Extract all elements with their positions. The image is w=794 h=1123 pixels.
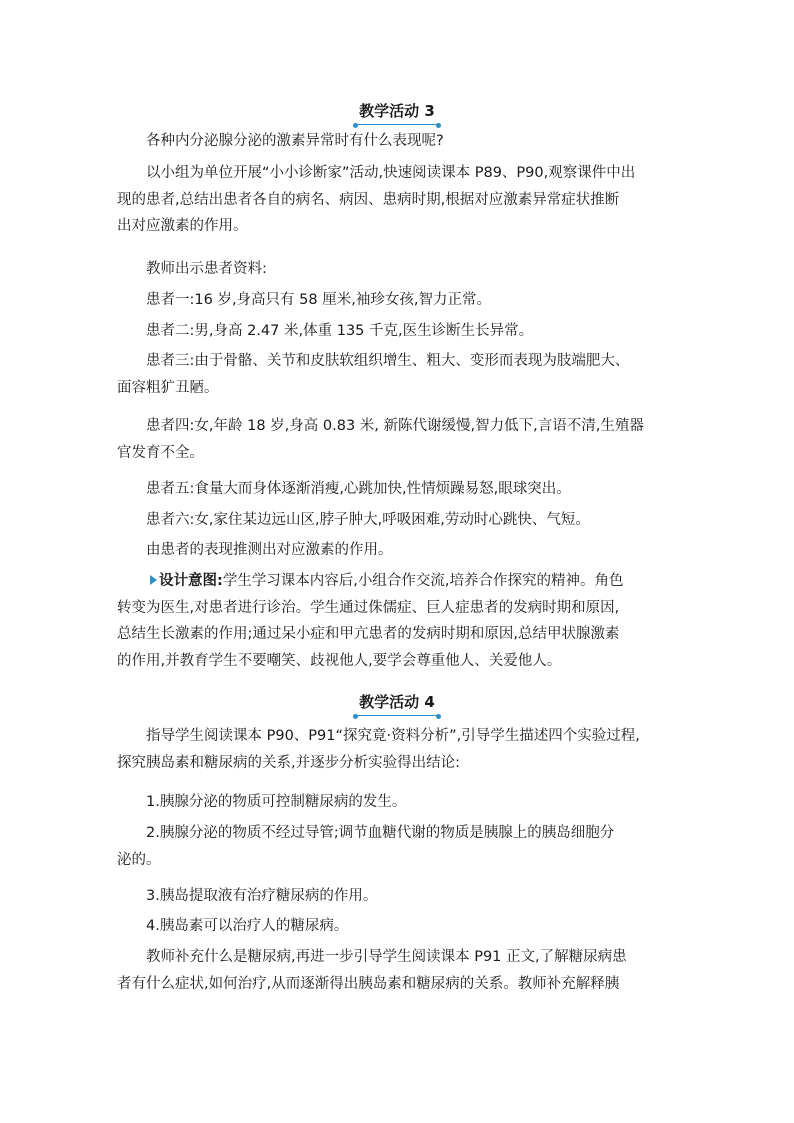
teacher-intro: 教师出示患者资料: bbox=[146, 261, 267, 277]
design-intent: 设计意图:学生学习课本内容后,小组合作交流,培养合作探究的精神。角色 转变为医生,对患者进行诊治。学生通过侏儒症、巨人症患者的发病时期和原因, 总结生长激素的作用;通过呆小症和甲亢患者的发病时期和原因,总结甲状腺激素 的作用,并教育学生不要嘲笑、歧视他人,要学会尊重他人、关爱他人。 bbox=[117, 573, 624, 669]
activity3-instruction: 以小组为单位开展“小小诊断家”活动,快速阅读课本 P89、P90,观察课件中出 现的患者,总结出患者各自的病名、病因、患病时期,根据对应激素异常症状推断 出对应激素的作用。 bbox=[117, 165, 636, 234]
patient-2: 患者二:男,身高 2.47 米,体重 135 千克,医生诊断生长异常。 bbox=[146, 323, 534, 339]
activity4-intro: 指导学生阅读课本 P90、P91“探究竟·资料分析”,引导学生描述四个实验过程, 探究胰岛素和糖尿病的关系,并逐步分析实验得出结论: bbox=[117, 728, 640, 771]
design-intent-label: 设计意图: bbox=[159, 573, 223, 589]
activity3-title: 教学活动 3 bbox=[357, 101, 437, 125]
patient-6: 患者六:女,家住某边远山区,脖子肿大,呼吸困难,劳动时心跳快、气短。 bbox=[146, 512, 590, 528]
activity3-heading bbox=[0, 101, 794, 125]
activity4-supplement: 教师补充什么是糖尿病,再进一步引导学生阅读课本 P91 正文,了解糖尿病患 者有什么症状,如何治疗,从而逐渐得出胰岛素和糖尿病的关系。教师补充解释胰 bbox=[117, 949, 627, 992]
patient-4: 患者四:女,年龄 18 岁,身高 0.83 米, 新陈代谢缓慢,智力低下,言语不清,生殖器 官发育不全。 bbox=[117, 418, 644, 461]
conclusion-item-1: 1.胰腺分泌的物质可控制糖尿病的发生。 bbox=[146, 794, 407, 810]
conclusion-item-4: 4.胰岛素可以治疗人的糖尿病。 bbox=[146, 918, 349, 934]
design-intent-text: 学生学习课本内容后,小组合作交流,培养合作探究的精神。角色 bbox=[222, 573, 624, 589]
patient-5: 患者五:食量大而身体逐渐消瘦,心跳加快,性情烦躁易怒,眼球突出。 bbox=[146, 481, 571, 497]
patient-1: 患者一:16 岁,身高只有 58 厘米,袖珍女孩,智力正常。 bbox=[146, 292, 491, 308]
conclusion-item-3: 3.胰岛提取液有治疗糖尿病的作用。 bbox=[146, 888, 378, 904]
conclusion-item-2: 2.胰腺分泌的物质不经过导管;调节血糖代谢的物质是胰腺上的胰岛细胞分 泌的。 bbox=[117, 825, 615, 868]
activity4-heading bbox=[0, 692, 794, 716]
activity4-title: 教学活动 4 bbox=[357, 692, 437, 716]
activity3-question: 各种内分泌腺分泌的激素异常时有什么表现呢? bbox=[146, 133, 444, 149]
patient-3: 患者三:由于骨骼、关节和皮肤软组织增生、粗大、变形而表现为肢端肥大、 面容粗犷丑陋。 bbox=[117, 353, 630, 396]
activity3-conclusion: 由患者的表现推测出对应激素的作用。 bbox=[146, 542, 393, 558]
triangle-marker-icon bbox=[150, 575, 157, 585]
